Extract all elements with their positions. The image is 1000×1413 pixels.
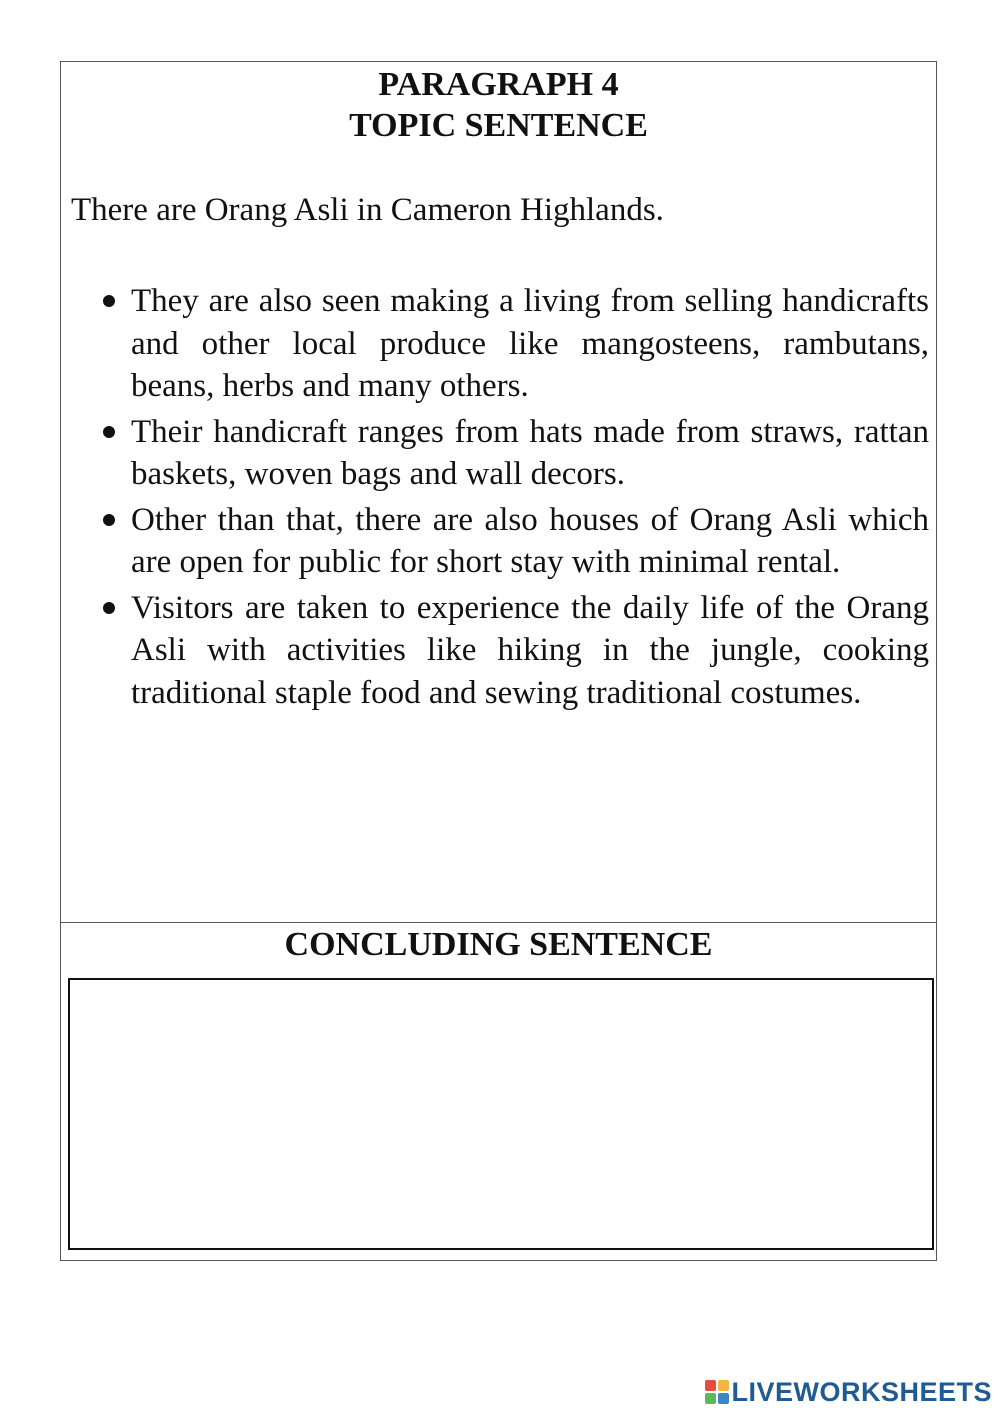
list-item: [101, 499, 929, 584]
concluding-sentence-answer-box[interactable]: [68, 978, 934, 1250]
supporting-detail-text: Their handicraft ranges from hats made from straws, rattan baskets, woven bags and wall decors.: [131, 413, 929, 492]
paragraph-heading: PARAGRAPH 4: [378, 66, 619, 103]
supporting-detail-text: Visitors are taken to experience the daily life of the Orang Asli with activities like hiking in the jungle, cooking traditional staple food and sewing traditional costumes.: [131, 589, 929, 711]
list-item: [101, 280, 929, 408]
logo-square: [718, 1380, 729, 1391]
logo-square: [718, 1393, 729, 1404]
topic-sentence-heading: TOPIC SENTENCE: [349, 107, 648, 144]
logo-square: [705, 1380, 716, 1391]
supporting-detail-text: Other than that, there are also houses of Orang Asli which are open for public for short stay with minimal rental.: [131, 501, 929, 580]
brand-name: LIVEWORKSHEETS: [731, 1376, 992, 1407]
list-item: [101, 411, 929, 496]
concluding-sentence-heading: CONCLUDING SENTENCE: [284, 926, 713, 963]
bullet-icon: [103, 602, 115, 614]
liveworksheets-brand: [705, 1376, 992, 1408]
list-item: [101, 587, 929, 715]
topic-section: [61, 62, 936, 923]
worksheet-frame: [60, 61, 937, 1261]
bullet-icon: [103, 514, 115, 526]
bullet-icon: [103, 426, 115, 438]
bullet-icon: [103, 295, 115, 307]
topic-sentence: There are Orang Asli in Cameron Highlands.: [71, 192, 664, 228]
liveworksheets-logo-icon: [705, 1380, 729, 1404]
logo-square: [705, 1393, 716, 1404]
supporting-detail-text: They are also seen making a living from selling handicrafts and other local produce like mangosteens, rambutans, beans, herbs and many others.: [131, 283, 929, 404]
supporting-details-list: [101, 280, 929, 717]
concluding-section: [61, 923, 936, 1260]
